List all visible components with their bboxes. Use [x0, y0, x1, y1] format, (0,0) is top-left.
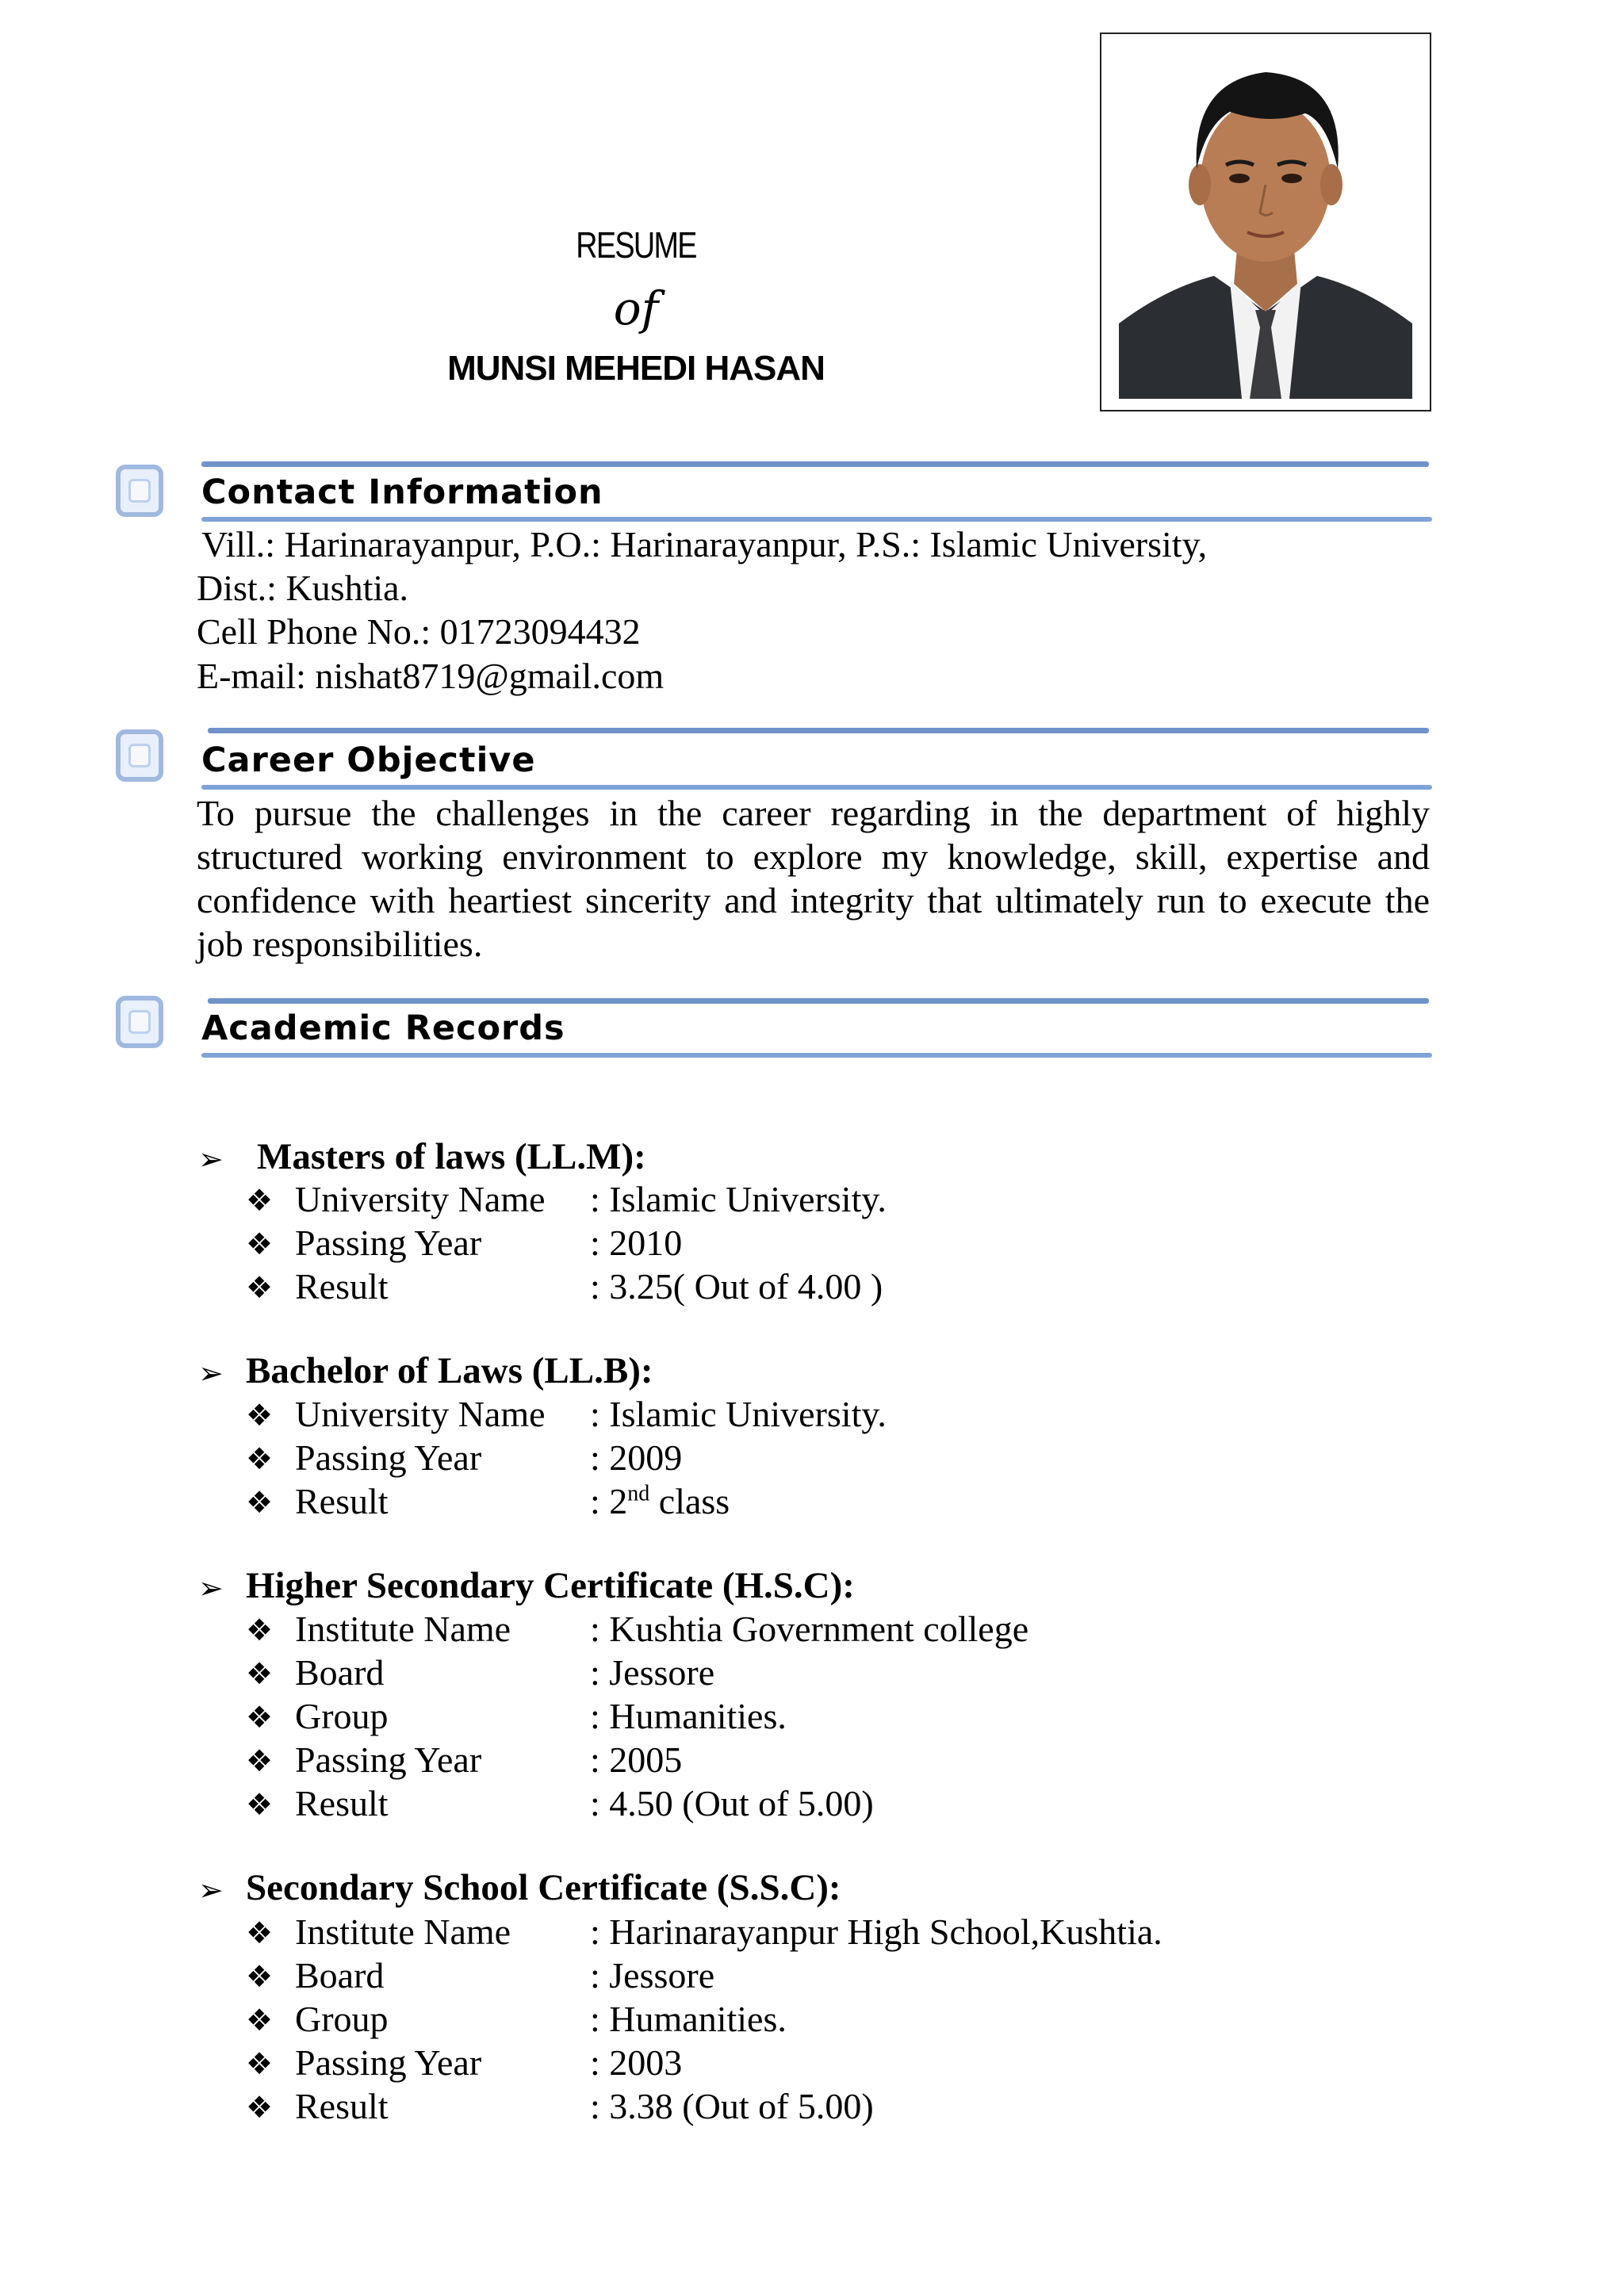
arrow-bullet-icon: ➢ — [198, 1142, 224, 1177]
career-section-title: Career Objective — [201, 740, 536, 780]
career-objective-text: To pursue the challenges in the career regarding in the department of highly structured working environment to explore my knowledge, skill, expertise and confidence with heartiest sincerity and integrity that ultimately run to execute the job responsibilities. — [197, 793, 1430, 964]
degree-title: Masters of laws (LL.M): — [257, 1136, 646, 1177]
value-superscript: nd — [627, 1481, 650, 1506]
row-value: : Islamic University. — [590, 1179, 887, 1219]
row-value: : 3.25( Out of 4.00 ) — [590, 1266, 883, 1307]
diamond-bullet-icon: ❖ — [246, 1915, 274, 1950]
row-value: : Humanities. — [590, 1999, 787, 2039]
row-label: University Name — [295, 1179, 546, 1219]
row-value — [590, 1480, 730, 1522]
arrow-bullet-icon: ➢ — [198, 1873, 224, 1908]
diamond-bullet-icon: ❖ — [246, 1743, 274, 1778]
row-value: : Jessore — [590, 1955, 715, 1996]
row-label: Institute Name — [295, 1911, 511, 1952]
degree-title: Secondary School Certificate (S.S.C): — [246, 1867, 841, 1908]
row-label: Passing Year — [295, 1437, 482, 1478]
value-suffix: class — [649, 1481, 730, 1521]
section-rule-bottom — [201, 785, 1432, 790]
row-label: Result — [295, 2086, 389, 2126]
row-label: Group — [295, 1696, 389, 1736]
row-value: : Harinarayanpur High School,Kushtia. — [590, 1911, 1162, 1952]
section-rule-bottom — [201, 1053, 1432, 1058]
row-label: Passing Year — [295, 1739, 482, 1780]
section-rule-top — [201, 461, 1429, 467]
row-label: Passing Year — [295, 1223, 482, 1263]
diamond-bullet-icon: ❖ — [246, 1787, 274, 1822]
diamond-bullet-icon: ❖ — [246, 1959, 274, 1994]
row-value: : 3.38 (Out of 5.00) — [590, 2086, 874, 2126]
diamond-bullet-icon: ❖ — [246, 2090, 274, 2125]
contact-email: E-mail: nishat8719@gmail.com — [197, 656, 665, 696]
contact-section-title: Contact Information — [201, 473, 603, 512]
academic-section-title: Academic Records — [201, 1008, 565, 1048]
row-value: : 4.50 (Out of 5.00) — [590, 1783, 874, 1823]
diamond-bullet-icon: ❖ — [246, 1270, 274, 1305]
diamond-bullet-icon: ❖ — [246, 2003, 274, 2038]
section-square-icon — [116, 465, 163, 517]
diamond-bullet-icon: ❖ — [246, 1441, 274, 1476]
section-square-icon — [116, 729, 163, 782]
row-value: : 2010 — [590, 1223, 683, 1263]
row-label: Board — [295, 1955, 385, 1996]
contact-phone: Cell Phone No.: 01723094432 — [197, 611, 641, 652]
row-label: Passing Year — [295, 2042, 482, 2083]
row-label: Board — [295, 1652, 385, 1693]
section-square-icon — [116, 996, 163, 1048]
degree-title: Higher Secondary Certificate (H.S.C): — [246, 1565, 855, 1606]
row-value: : Jessore — [590, 1652, 715, 1693]
arrow-bullet-icon: ➢ — [198, 1571, 224, 1605]
candidate-name: MUNSI MEHEDI HASAN — [447, 349, 825, 388]
diamond-bullet-icon: ❖ — [246, 1613, 274, 1647]
diamond-bullet-icon: ❖ — [246, 1656, 274, 1691]
of-word: of — [613, 281, 659, 335]
resume-heading: RESUME — [576, 224, 696, 266]
section-rule-bottom — [201, 517, 1432, 522]
diamond-bullet-icon: ❖ — [246, 1226, 274, 1261]
row-label: University Name — [295, 1394, 546, 1434]
contact-address-line1: Vill.: Harinarayanpur, P.O.: Harinarayanpur, P.S.: Islamic University, — [201, 524, 1208, 564]
row-label: Institute Name — [295, 1609, 511, 1649]
diamond-bullet-icon: ❖ — [246, 1485, 274, 1520]
row-value: : 2009 — [590, 1437, 683, 1478]
diamond-bullet-icon: ❖ — [246, 1398, 274, 1433]
section-rule-top — [208, 728, 1429, 733]
row-value: : Humanities. — [590, 1696, 787, 1736]
diamond-bullet-icon: ❖ — [246, 2046, 274, 2081]
diamond-bullet-icon: ❖ — [246, 1183, 274, 1218]
row-label: Result — [295, 1266, 389, 1307]
row-value: : Islamic University. — [590, 1394, 887, 1434]
contact-address-line2: Dist.: Kushtia. — [197, 568, 409, 608]
row-value: : 2005 — [590, 1739, 683, 1780]
row-label: Result — [295, 1783, 389, 1823]
diamond-bullet-icon: ❖ — [246, 1700, 274, 1735]
arrow-bullet-icon: ➢ — [198, 1356, 224, 1391]
row-value: : 2003 — [590, 2042, 683, 2083]
degree-title: Bachelor of Laws (LL.B): — [246, 1350, 653, 1391]
row-label: Result — [295, 1481, 389, 1521]
section-rule-top — [208, 998, 1429, 1004]
profile-photo — [1100, 33, 1431, 411]
row-label: Group — [295, 1999, 389, 2039]
row-value: : Kushtia Government college — [590, 1609, 1029, 1649]
portrait-image — [1119, 50, 1412, 399]
value-prefix: : 2 — [590, 1481, 628, 1521]
